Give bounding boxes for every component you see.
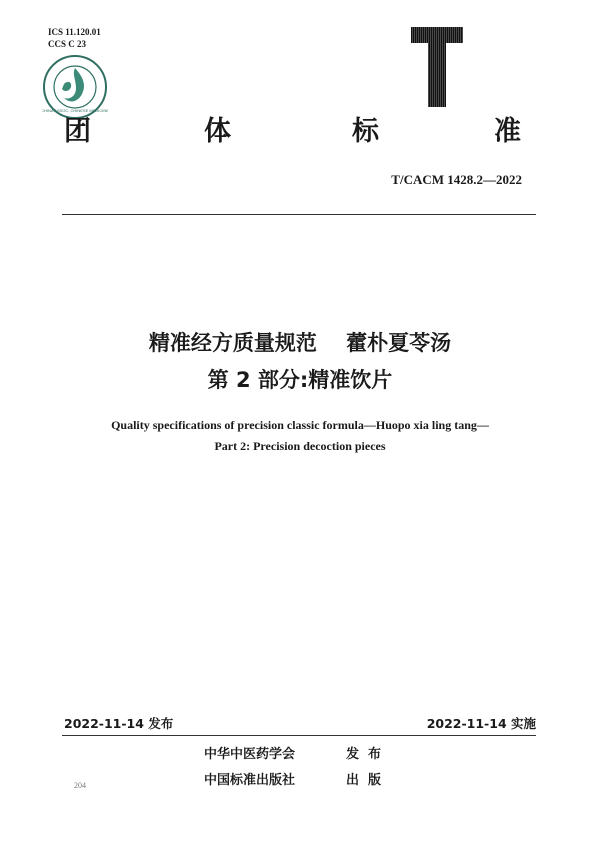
doc-kind-char: 准: [494, 116, 521, 147]
standard-type-letter-t: [411, 27, 463, 107]
seal-text: CHINA ASSOC. CHINESE MEDICINE: [42, 108, 108, 113]
implementation-date: 2022-11-14 实施: [426, 716, 536, 731]
bottom-divider: [62, 735, 536, 736]
top-divider: [62, 214, 536, 215]
doc-kind-char: 体: [204, 116, 231, 147]
title-zh-line2: 第 2 部分:精准饮片: [207, 368, 393, 392]
issue-date: 2022-11-14 发布: [64, 716, 174, 731]
publisher-action: 出 版: [346, 773, 382, 788]
title-en-line2: Part 2: Precision decoction pieces: [214, 439, 386, 453]
standard-number: T/CACM 1428.2—2022: [391, 172, 522, 187]
association-seal-logo: [42, 54, 108, 120]
page-number: 204: [74, 781, 86, 790]
ccs-code: CCS C 23: [48, 39, 87, 49]
doc-kind-char: 团: [64, 116, 91, 147]
title-zh-line1: 精准经方质量规范 藿朴夏苓汤: [148, 331, 452, 355]
issuer-action: 发 布: [346, 747, 382, 762]
title-en-line1: Quality specifications of precision classic formula—Huopo xia ling tang—: [111, 418, 489, 432]
doc-kind-char: 标: [352, 116, 379, 147]
publisher-name: 中国标准出版社: [204, 773, 296, 788]
ics-code: ICS 11.120.01: [48, 27, 101, 37]
issuer-name: 中华中医药学会: [204, 747, 296, 762]
